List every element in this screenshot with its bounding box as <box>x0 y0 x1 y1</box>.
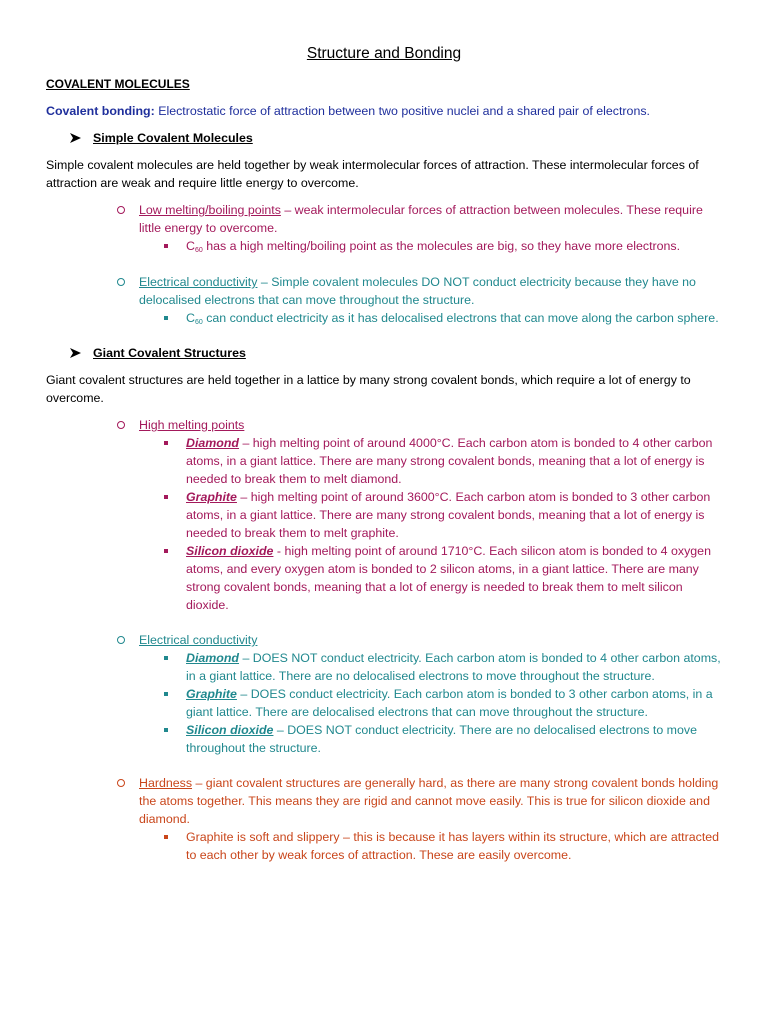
page-title: Structure and Bonding <box>306 45 462 62</box>
sub-text: – DOES NOT conduct electricity. There are no delocalised electrons to move throughout the structure. <box>186 723 697 755</box>
subheading-label: Giant Covalent Structures <box>93 346 246 360</box>
formula-subscript: 60 <box>194 319 203 326</box>
point-conductivity <box>46 631 722 649</box>
sub-term: Graphite <box>186 490 237 504</box>
point-text: – giant covalent structures are generally hard, as there are many strong covalent bonds holding the atoms together. This means they are rigid and cannot move easily. This is true for silicon dioxide and diamond. <box>139 776 719 826</box>
square-bullet-icon <box>164 656 168 660</box>
subheading-label: Simple Covalent Molecules <box>93 131 253 145</box>
sub-text: - high melting point of around 1710°C. Each silicon atom is bonded to 4 oxygen atoms, and every oxygen atom is bonded to 2 silicon atoms, in a giant lattice. There are many strong covalent bonds, meaning that a lot of energy is needed to break them to melt silicon dioxide. <box>186 544 711 612</box>
sub-text: has a high melting/boiling point as the molecules are big, so they have more electrons. <box>202 239 681 253</box>
square-bullet-icon <box>164 244 168 248</box>
point-label: Low melting/boiling points <box>139 203 281 217</box>
definition-text: Electrostatic force of attraction between two positive nuclei and a shared pair of electrons. <box>154 104 650 118</box>
hollow-circle-bullet-icon <box>117 779 125 787</box>
sub-item-silicon-dioxide <box>46 542 722 614</box>
arrowhead-bullet-icon <box>70 133 81 143</box>
document-body <box>46 44 722 864</box>
point-label: Hardness <box>139 776 193 790</box>
sub-text: Graphite is soft and slippery – this is because it has layers within its structure, which are attracted to each other by weak forces of attraction. These are easily overcome. <box>186 830 720 862</box>
point-text: – weak intermolecular forces of attraction between molecules. These require little energy to overcome. <box>139 203 703 235</box>
sub-term: Silicon dioxide <box>186 544 274 558</box>
square-bullet-icon <box>164 692 168 696</box>
point-conductivity <box>46 273 722 309</box>
sub-item-silicon-dioxide <box>46 721 722 757</box>
hollow-circle-bullet-icon <box>117 421 125 429</box>
intro-paragraph: Giant covalent structures are held together in a lattice by many strong covalent bonds, which require a lot of energy to overcome. <box>46 373 691 405</box>
square-bullet-icon <box>164 441 168 445</box>
definition <box>46 102 722 120</box>
subheading-giant <box>46 344 722 362</box>
sub-text: – high melting point of around 3600°C. Each carbon atom is bonded to 3 other carbon atoms, in a giant lattice. There are many strong covalent bonds, meaning that a lot of energy is needed to break them to melt graphite. <box>186 490 711 540</box>
sub-item-graphite <box>46 828 722 864</box>
intro-paragraph: Simple covalent molecules are held together by weak intermolecular forces of attraction. These intermolecular forces of attraction are weak and require little energy to overcome. <box>46 158 699 190</box>
point-melting <box>46 416 722 434</box>
point-label: Electrical conductivity <box>139 275 258 289</box>
sub-text: can conduct electricity as it has delocalised electrons that can move along the carbon sphere. <box>202 311 719 325</box>
square-bullet-icon <box>164 549 168 553</box>
hollow-circle-bullet-icon <box>117 278 125 286</box>
sub-text: – DOES conduct electricity. Each carbon atom is bonded to 3 other carbon atoms, in a giant lattice. There are delocalised electrons that can move throughout the structure. <box>186 687 713 719</box>
definition-term: Covalent bonding: <box>46 104 155 118</box>
point-text: – Simple covalent molecules DO NOT conduct electricity because they have no delocalised electrons that can move throughout the structure. <box>139 275 696 307</box>
subheading-simple <box>46 129 722 147</box>
sub-term: Diamond <box>186 651 240 665</box>
square-bullet-icon <box>164 495 168 499</box>
formula-subscript: 60 <box>194 247 203 254</box>
sub-term: Graphite <box>186 687 237 701</box>
hollow-circle-bullet-icon <box>117 206 125 214</box>
sub-item <box>46 309 722 327</box>
square-bullet-icon <box>164 316 168 320</box>
arrowhead-bullet-icon <box>70 348 81 358</box>
point-melting <box>46 201 722 237</box>
sub-term: Silicon dioxide <box>186 723 274 737</box>
section-heading: COVALENT MOLECULES <box>46 77 190 91</box>
square-bullet-icon <box>164 728 168 732</box>
hollow-circle-bullet-icon <box>117 636 125 644</box>
sub-item-diamond <box>46 434 722 488</box>
point-label: Electrical conductivity <box>139 633 258 647</box>
formula-symbol: C <box>186 239 195 253</box>
sub-item <box>46 237 722 255</box>
sub-term: Diamond <box>186 436 240 450</box>
sub-item-graphite <box>46 488 722 542</box>
sub-item-graphite <box>46 685 722 721</box>
sub-text: – DOES NOT conduct electricity. Each carbon atom is bonded to 4 other carbon atoms, in a giant lattice. There are no delocalised electrons to move throughout the structure. <box>186 651 721 683</box>
sub-item-diamond <box>46 649 722 685</box>
formula-symbol: C <box>186 311 195 325</box>
square-bullet-icon <box>164 835 168 839</box>
sub-text: – high melting point of around 4000°C. Each carbon atom is bonded to 4 other carbon atoms, in a giant lattice. There are many strong covalent bonds, meaning that a lot of energy is needed to break them to melt diamond. <box>186 436 713 486</box>
point-hardness <box>46 774 722 828</box>
point-label: High melting points <box>139 418 245 432</box>
formula <box>186 239 203 253</box>
formula <box>186 311 203 325</box>
